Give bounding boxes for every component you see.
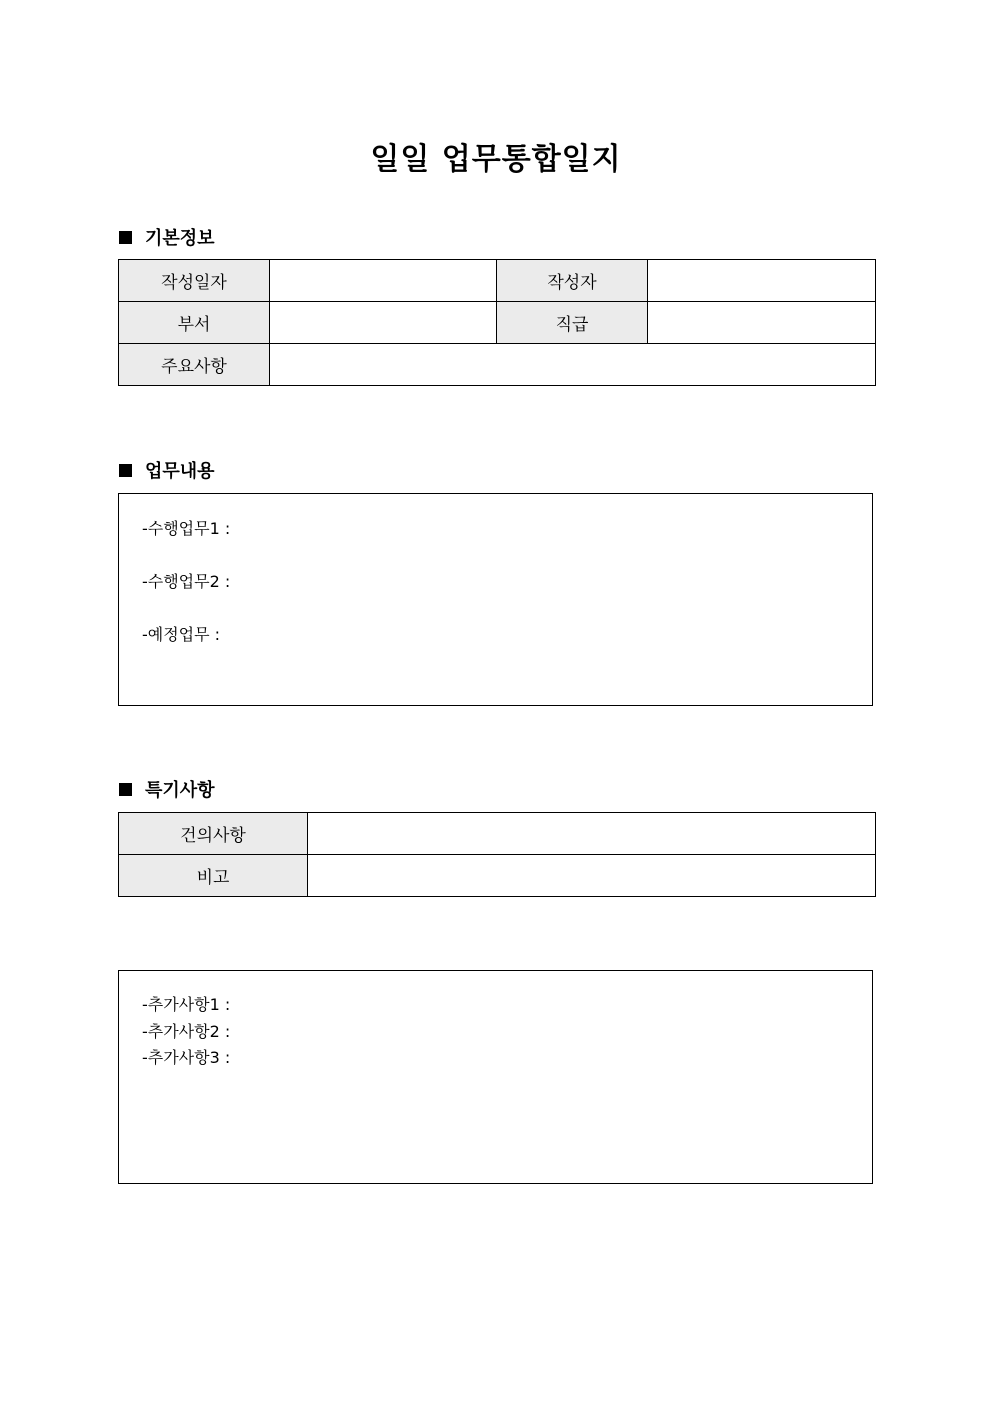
position-field[interactable] [648,302,876,344]
key-matters-field[interactable] [270,344,876,386]
section-heading-special [119,776,215,802]
square-bullet-icon [119,783,132,796]
remarks-field[interactable] [308,855,876,897]
author-label: 작성자 [497,260,648,302]
author-field[interactable] [648,260,876,302]
extra-line-1: -추가사항1 : [142,995,231,1014]
extra-line-2: -추가사항2 : [142,1022,231,1041]
section-heading-label: 기본정보 [145,228,215,249]
section-heading-label: 특기사항 [145,780,215,801]
position-label: 직급 [497,302,648,344]
work-line-3: -예정업무 : [142,625,221,644]
work-line-1: -수행업무1 : [142,519,231,538]
section-heading-work [119,457,215,483]
square-bullet-icon [119,464,132,477]
table-row [119,855,876,897]
remarks-label: 비고 [119,855,308,897]
suggestion-field[interactable] [308,813,876,855]
extra-notes-box[interactable] [118,970,873,1184]
special-notes-table [118,812,876,897]
basic-info-table [118,259,876,386]
date-label: 작성일자 [119,260,270,302]
table-row [119,302,876,344]
section-heading-basic-info [119,224,215,250]
extra-line-3: -추가사항3 : [142,1048,231,1067]
work-line-2: -수행업무2 : [142,572,231,591]
department-field[interactable] [270,302,497,344]
table-row [119,344,876,386]
suggestion-label: 건의사항 [119,813,308,855]
work-content-box[interactable] [118,493,873,706]
section-heading-label: 업무내용 [145,461,215,482]
square-bullet-icon [119,231,132,244]
page-title: 일일 업무통합일지 [370,142,622,177]
key-matters-label: 주요사항 [119,344,270,386]
table-row [119,813,876,855]
department-label: 부서 [119,302,270,344]
table-row [119,260,876,302]
date-field[interactable] [270,260,497,302]
